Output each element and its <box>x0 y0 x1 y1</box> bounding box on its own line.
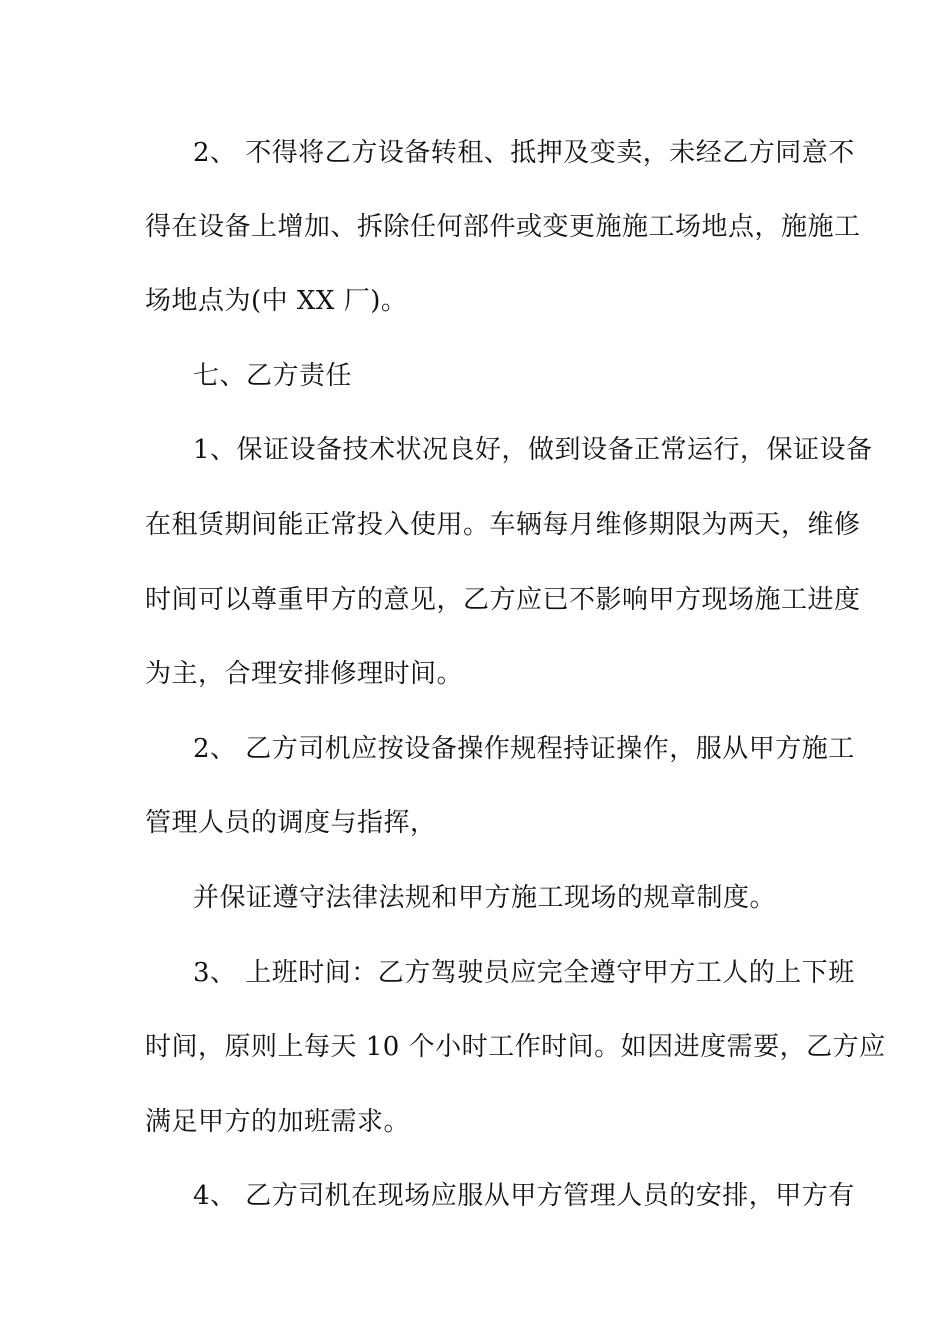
b-clause-2-line-1: 2、 乙方司机应按设备操作规程持证操作，服从甲方施工 <box>193 734 855 764</box>
b-clause-3-line-2: 时间，原则上每天 10 个小时工作时间。如因进度需要，乙方应 <box>145 1032 886 1062</box>
b-clause-3-line-1: 3、 上班时间：乙方驾驶员应完全遵守甲方工人的上下班 <box>193 958 855 988</box>
b-clause-1-line-3: 时间可以尊重甲方的意见，乙方应已不影响甲方现场施工进度 <box>145 585 861 615</box>
b-clause-1-line-2: 在租赁期间能正常投入使用。车辆每月维修期限为两天，维修 <box>145 510 861 540</box>
b-clause-3-line-3: 满足甲方的加班需求。 <box>145 1107 411 1137</box>
b-clause-1-line-1: 1、保证设备技术状况良好，做到设备正常运行，保证设备 <box>193 435 873 465</box>
b-clause-2-line-3: 并保证遵守法律法规和甲方施工现场的规章制度。 <box>193 883 777 913</box>
section-heading-party-b-responsibility: 七、乙方责任 <box>193 361 353 391</box>
clause-2-line-1: 2、 不得将乙方设备转租、抵押及变卖，未经乙方同意不 <box>193 138 855 168</box>
b-clause-1-line-4: 为主，合理安排修理时间。 <box>145 659 464 689</box>
clause-2-line-3: 场地点为(中 XX 厂)。 <box>145 286 408 316</box>
b-clause-4-line-1: 4、 乙方司机在现场应服从甲方管理人员的安排，甲方有 <box>193 1181 855 1211</box>
clause-2-line-2: 得在设备上增加、拆除任何部件或变更施施工场地点，施施工 <box>145 212 861 242</box>
b-clause-2-line-2: 管理人员的调度与指挥， <box>145 808 437 838</box>
